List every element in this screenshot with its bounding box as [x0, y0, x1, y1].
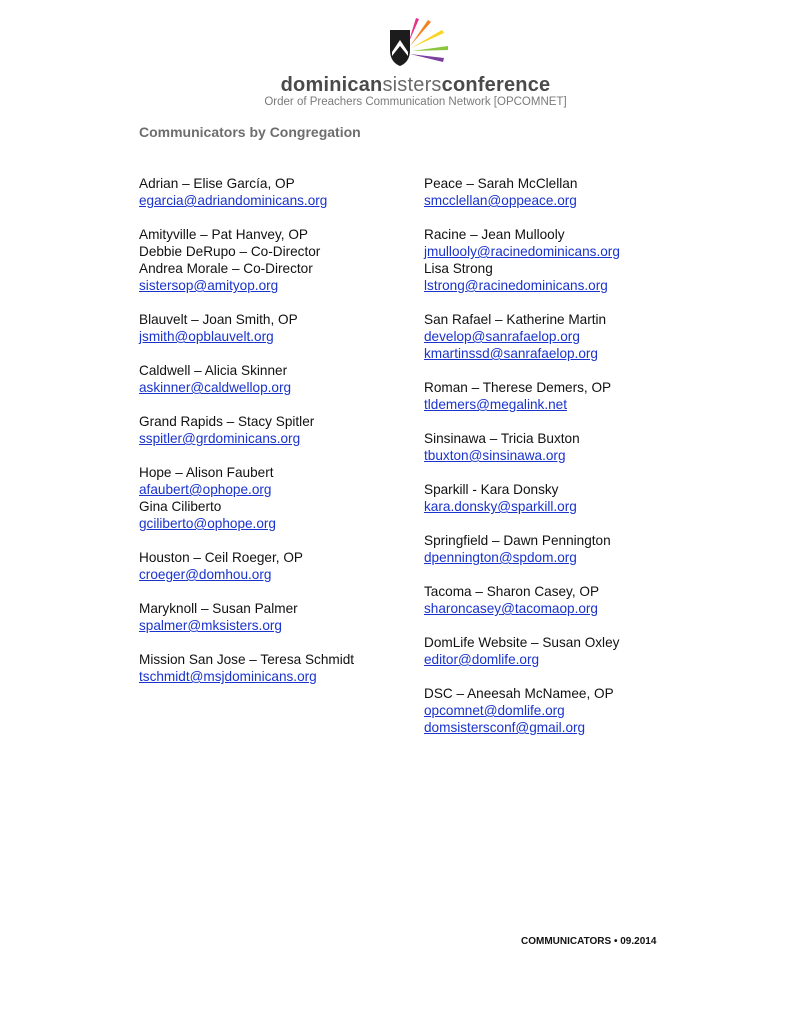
- contacts-column-right: [424, 175, 724, 753]
- logo-shield: [390, 30, 410, 66]
- contact-name: Hope – Alison Faubert: [139, 465, 274, 480]
- contact-name: Tacoma – Sharon Casey, OP: [424, 584, 600, 599]
- logo-ray-purple: [410, 54, 444, 62]
- contact-email-link[interactable]: jmullooly@racinedominicans.org: [424, 244, 620, 259]
- page-footer: COMMUNICATORS • 09.2014: [521, 936, 657, 947]
- contact-name: Caldwell – Alicia Skinner: [139, 363, 288, 378]
- contact-email-link[interactable]: kara.donsky@sparkill.org: [424, 499, 577, 514]
- contact-entry: [139, 413, 439, 447]
- contact-email-link[interactable]: kmartinssd@sanrafaelop.org: [424, 346, 598, 361]
- contact-email-link[interactable]: gciliberto@ophope.org: [139, 516, 276, 531]
- contact-name: Debbie DeRupo – Co-Director: [139, 244, 321, 259]
- contact-email-link[interactable]: egarcia@adriandominicans.org: [139, 193, 328, 208]
- contact-entry: [139, 311, 439, 345]
- contact-name: Gina Ciliberto: [139, 499, 222, 514]
- logo-ray-orange: [410, 20, 431, 46]
- contact-name: Mission San Jose – Teresa Schmidt: [139, 652, 355, 667]
- contact-name: Racine – Jean Mullooly: [424, 227, 565, 242]
- brand-subtitle: Order of Preachers Communication Network [OPCOMNET]: [264, 96, 567, 108]
- contact-name: Springfield – Dawn Pennington: [424, 533, 611, 548]
- contact-email-link[interactable]: lstrong@racinedominicans.org: [424, 278, 608, 293]
- contact-name: Grand Rapids – Stacy Spitler: [139, 414, 315, 429]
- contact-name: San Rafael – Katherine Martin: [424, 312, 607, 327]
- page-heading: Communicators by Congregation: [139, 124, 361, 140]
- contact-email-link[interactable]: develop@sanrafaelop.org: [424, 329, 580, 344]
- contact-email-link[interactable]: sistersop@amityop.org: [139, 278, 279, 293]
- contact-entry: [424, 175, 724, 209]
- dsc-shield-logo-icon: [388, 18, 450, 68]
- contact-entry: [424, 226, 724, 294]
- contact-entry: [424, 430, 724, 464]
- contact-name: Peace – Sarah McClellan: [424, 176, 578, 191]
- contact-email-link[interactable]: croeger@domhou.org: [139, 567, 272, 582]
- contacts-column-left: [139, 175, 439, 702]
- contact-name: Sparkill - Kara Donsky: [424, 482, 559, 497]
- contact-entry: [139, 464, 439, 532]
- contact-email-link[interactable]: domsistersconf@gmail.org: [424, 720, 586, 735]
- brand-part-3: conference: [441, 74, 551, 96]
- contact-entry: [424, 583, 724, 617]
- contact-email-link[interactable]: jsmith@opblauvelt.org: [139, 329, 274, 344]
- contact-entry: [424, 379, 724, 413]
- contact-email-link[interactable]: spalmer@mksisters.org: [139, 618, 282, 633]
- contact-email-link[interactable]: sharoncasey@tacomaop.org: [424, 601, 598, 616]
- contact-entry: [139, 549, 439, 583]
- contact-entry: [139, 651, 439, 685]
- contact-entry: [424, 532, 724, 566]
- contact-email-link[interactable]: opcomnet@domlife.org: [424, 703, 565, 718]
- contact-name: Adrian – Elise García, OP: [139, 176, 295, 191]
- brand-part-1: dominican: [280, 74, 383, 96]
- contact-entry: [139, 600, 439, 634]
- brand-wordmark: [0, 74, 791, 97]
- contact-name: Roman – Therese Demers, OP: [424, 380, 612, 395]
- contact-entry: [139, 175, 439, 209]
- contact-entry: [424, 634, 724, 668]
- contact-name: DomLife Website – Susan Oxley: [424, 635, 620, 650]
- contact-email-link[interactable]: editor@domlife.org: [424, 652, 540, 667]
- contact-entry: [424, 481, 724, 515]
- contact-name: Houston – Ceil Roeger, OP: [139, 550, 303, 565]
- contact-name: Andrea Morale – Co-Director: [139, 261, 313, 276]
- contact-email-link[interactable]: smcclellan@oppeace.org: [424, 193, 577, 208]
- contact-name: Maryknoll – Susan Palmer: [139, 601, 298, 616]
- contact-email-link[interactable]: askinner@caldwellop.org: [139, 380, 292, 395]
- contact-email-link[interactable]: tbuxton@sinsinawa.org: [424, 448, 566, 463]
- contact-email-link[interactable]: tschmidt@msjdominicans.org: [139, 669, 317, 684]
- contact-email-link[interactable]: dpennington@spdom.org: [424, 550, 577, 565]
- contact-name: Blauvelt – Joan Smith, OP: [139, 312, 298, 327]
- contact-entry: [424, 685, 724, 736]
- contact-name: Lisa Strong: [424, 261, 493, 276]
- brand-part-2: sisters: [382, 74, 442, 96]
- contact-entry: [139, 226, 439, 294]
- logo-ray-green: [412, 46, 448, 51]
- contact-email-link[interactable]: afaubert@ophope.org: [139, 482, 272, 497]
- contact-name: DSC – Aneesah McNamee, OP: [424, 686, 614, 701]
- contact-name: Sinsinawa – Tricia Buxton: [424, 431, 580, 446]
- contact-name: Amityville – Pat Hanvey, OP: [139, 227, 308, 242]
- contact-email-link[interactable]: tldemers@megalink.net: [424, 397, 567, 412]
- contact-entry: [139, 362, 439, 396]
- contact-email-link[interactable]: sspitler@grdominicans.org: [139, 431, 301, 446]
- contact-entry: [424, 311, 724, 362]
